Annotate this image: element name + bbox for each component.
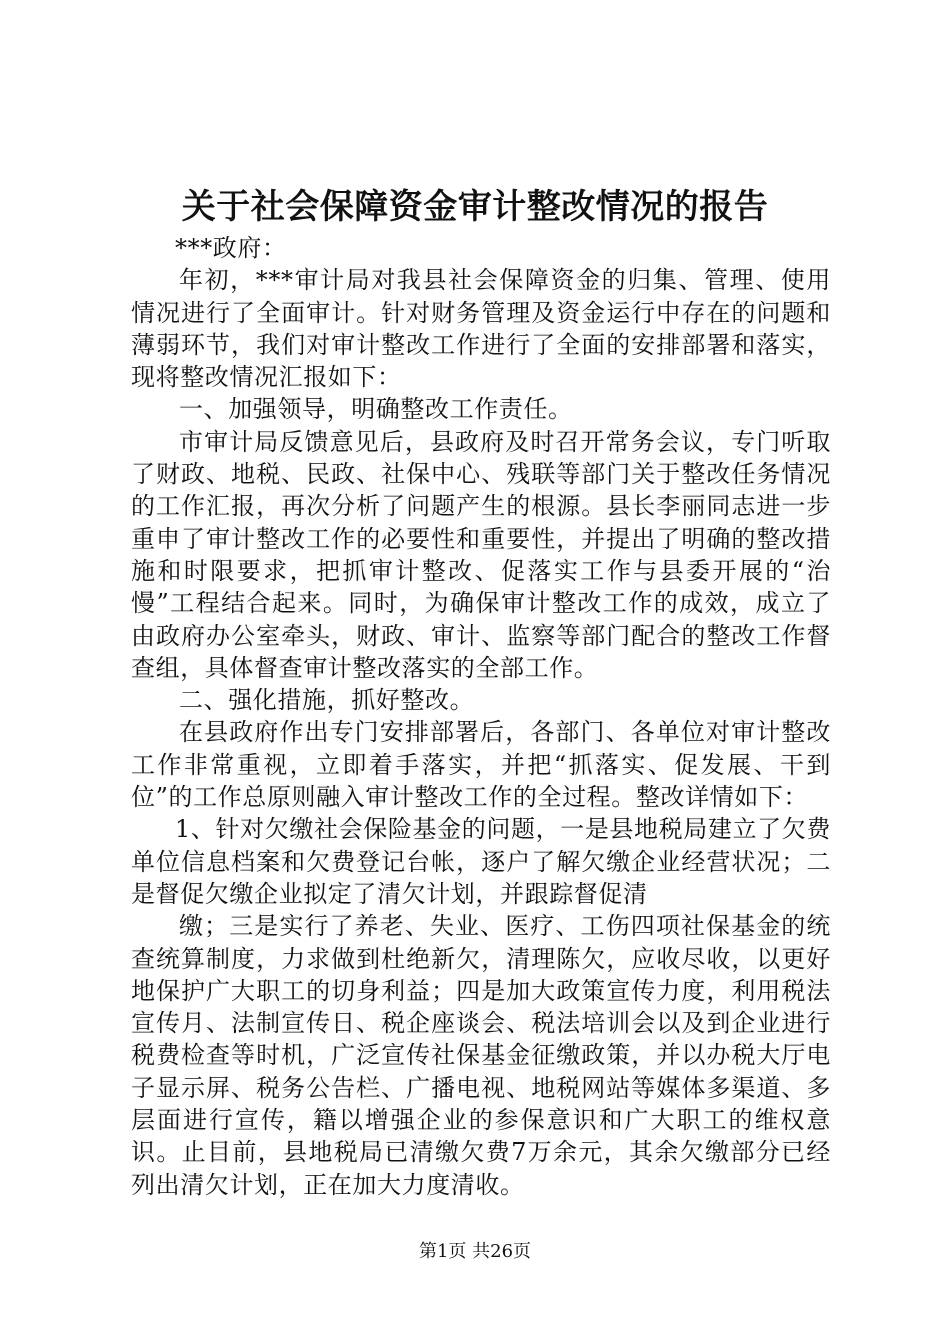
page-number: 第1页 共26页 [418, 1241, 532, 1262]
document-body [131, 232, 831, 1201]
document-title: 关于社会保障资金审计整改情况的报告 [181, 187, 769, 227]
section-heading-2: 二、强化措施，抓好整改。 [179, 686, 475, 715]
salutation: ***政府： [175, 234, 287, 262]
paragraph-section-2: 在县政府作出专门安排部署后，各部门、各单位对审计整改工作非常重视，立即着手落实，并把“抓落实、促发展、干到位”的工作总原则融入审计整改工作的全过程。整改详情如下： [131, 718, 831, 812]
paragraph-item-1: 1、针对欠缴社会保险基金的问题，一是县地税局建立了欠费单位信息档案和欠费登记台帐，逐户了解欠缴企业经营状况；二是督促欠缴企业拟定了清欠计划，并跟踪督促清 [131, 815, 831, 908]
section-heading-1: 一、加强领导，明确整改工作责任。 [179, 395, 573, 424]
paragraph-item-1-continued: 缴；三是实行了养老、失业、医疗、工伤四项社保基金的统查统算制度，力求做到杜绝新欠，清理陈欠，应收尽收，以更好地保护广大职工的切身利益；四是加大政策宣传力度，利用税法宣传月、法制宣传日、税企座谈会、税法培训会以及到企业进行税费检查等时机，广泛宣传社保基金征缴政策，并以办税大厅电子显示屏、税务公告栏、广播电视、地税网站等媒体多渠道、多层面进行宣传，籍以增强企业的参保意识和广大职工的维权意识。止目前，县地税局已清缴欠费7万余元，其余欠缴部分已经列出清欠计划，正在加大力度清收。 [131, 912, 831, 1199]
paragraph-section-1: 市审计局反馈意见后，县政府及时召开常务会议，专门听取了财政、地税、民政、社保中心、残联等部门关于整改任务情况的工作汇报，再次分析了问题产生的根源。县长李丽同志进一步重申了审计整改工作的必要性和重要性，并提出了明确的整改措施和时限要求，把抓审计整改、促落实工作与县委开展的“治慢”工程结合起来。同时，为确保审计整改工作的成效，成立了由政府办公室牵头，财政、审计、监察等部门配合的整改工作督查组，具体督查审计整改落实的全部工作。 [131, 427, 831, 682]
paragraph-intro: 年初，***审计局对我县社会保障资金的归集、管理、使用情况进行了全面审计。针对财务管理及资金运行中存在的问题和薄弱环节，我们对审计整改工作进行了全面的安排部署和落实，现将整改情况汇报如下： [131, 266, 831, 392]
